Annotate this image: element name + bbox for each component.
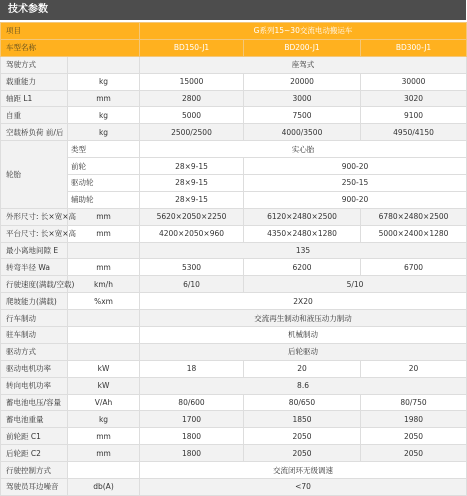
row-value: 3020 — [361, 90, 467, 107]
row-unit: kg — [68, 73, 140, 90]
row-unit: kW — [68, 377, 140, 394]
row-label: 驱动方式 — [1, 343, 68, 360]
row-value: 2050 — [361, 428, 467, 445]
table-row — [1, 411, 467, 428]
row-label: 蓄电池重量 — [1, 411, 68, 428]
row-value: 机械制动 — [140, 327, 467, 344]
row-label: 驱动电机功率 — [1, 360, 68, 377]
row-label: 驻车制动 — [1, 327, 68, 344]
row-unit: mm — [68, 259, 140, 276]
table-row — [1, 479, 467, 496]
table-row — [1, 394, 467, 411]
row-unit — [68, 56, 140, 73]
table-row — [1, 175, 467, 192]
row-label: 最小离地间隙 E — [1, 242, 68, 259]
table-row — [1, 428, 467, 445]
page-title: 技术参数 — [0, 0, 466, 20]
table-row — [1, 191, 467, 208]
row-value: 6700 — [361, 259, 467, 276]
table-row — [1, 141, 467, 158]
row-value: 4350×2480×1280 — [244, 225, 361, 242]
row-value: 900-20 — [244, 158, 467, 175]
row-label: 前轮距 C1 — [1, 428, 68, 445]
row-value: 7500 — [244, 107, 361, 124]
row-value: 2050 — [244, 445, 361, 462]
row-value: 28×9-15 — [140, 175, 244, 192]
row-value: 6120×2480×2500 — [244, 208, 361, 225]
table-row — [1, 293, 467, 310]
table-row — [1, 343, 467, 360]
row-value: 8.6 — [140, 377, 467, 394]
row-value: 1850 — [244, 411, 361, 428]
header-series-name: G系列15~30交流电动搬运车 — [140, 23, 467, 40]
row-unit: mm — [68, 428, 140, 445]
row-value: 20 — [361, 360, 467, 377]
row-unit: V/Ah — [68, 394, 140, 411]
row-value: 30000 — [361, 73, 467, 90]
row-value: 900-20 — [244, 191, 467, 208]
row-value: 4200×2050×960 — [140, 225, 244, 242]
row-value: 后轮驱动 — [140, 343, 467, 360]
row-unit: kW — [68, 360, 140, 377]
row-unit: mm — [68, 90, 140, 107]
table-row — [1, 225, 467, 242]
row-value: 5/10 — [244, 276, 467, 293]
row-value: 2050 — [361, 445, 467, 462]
table-row — [1, 90, 467, 107]
row-value: 1980 — [361, 411, 467, 428]
row-value: 2500/2500 — [140, 124, 244, 141]
row-value: 交流再生制动和液压动力制动 — [140, 310, 467, 327]
row-value: <70 — [140, 479, 467, 496]
row-label: 轮胎 — [1, 141, 68, 209]
table-row — [1, 56, 467, 73]
row-value: 9100 — [361, 107, 467, 124]
row-value: 5300 — [140, 259, 244, 276]
row-value: 135 — [140, 242, 467, 259]
tire-drive-label: 驱动轮 — [68, 175, 140, 192]
row-unit: mm — [68, 208, 140, 225]
table-row — [1, 310, 467, 327]
row-value: 15000 — [140, 73, 244, 90]
row-value: 交流闭环无级调速 — [140, 462, 467, 479]
row-value: 6/10 — [140, 276, 244, 293]
row-label: 蓄电池电压/容量 — [1, 394, 68, 411]
row-value: 4950/4150 — [361, 124, 467, 141]
row-label: 外形尺寸: 长×宽×高 — [1, 208, 68, 225]
row-value: 2050 — [244, 428, 361, 445]
tire-type-label: 类型 — [68, 141, 140, 158]
row-unit: mm — [68, 225, 140, 242]
table-header-row — [1, 23, 467, 40]
row-unit: kg — [68, 124, 140, 141]
row-label: 行车制动 — [1, 310, 68, 327]
row-label: 平台尺寸: 长×宽×高 — [1, 225, 68, 242]
row-unit: km/h — [68, 276, 140, 293]
row-value: 80/750 — [361, 394, 467, 411]
row-value: 250-15 — [244, 175, 467, 192]
row-value: 实心胎 — [140, 141, 467, 158]
row-label: 自重 — [1, 107, 68, 124]
header-model-label: 车型名称 — [1, 39, 140, 56]
table-row — [1, 259, 467, 276]
table-header-row — [1, 39, 467, 56]
row-unit — [68, 327, 140, 344]
table-row — [1, 445, 467, 462]
table-row — [1, 327, 467, 344]
model-name: BD200-J1 — [244, 39, 361, 56]
table-row — [1, 377, 467, 394]
table-row — [1, 276, 467, 293]
row-value: 20 — [244, 360, 361, 377]
table-row — [1, 360, 467, 377]
row-unit — [68, 343, 140, 360]
table-row — [1, 158, 467, 175]
model-name: BD300-J1 — [361, 39, 467, 56]
row-label: 转向电机功率 — [1, 377, 68, 394]
row-label: 后轮距 C2 — [1, 445, 68, 462]
row-unit: mm — [68, 445, 140, 462]
row-unit: kg — [68, 107, 140, 124]
row-value: 28×9-15 — [140, 158, 244, 175]
row-label: 空载桥负荷 前/后 — [1, 124, 68, 141]
row-label: 驾驶方式 — [1, 56, 68, 73]
table-row — [1, 107, 467, 124]
spec-table — [0, 22, 467, 496]
tire-front-label: 前轮 — [68, 158, 140, 175]
row-value: 6780×2480×2500 — [361, 208, 467, 225]
table-row — [1, 124, 467, 141]
row-label: 行驶速度(满载/空载) — [1, 276, 68, 293]
header-item-label: 项目 — [1, 23, 140, 40]
row-unit — [68, 462, 140, 479]
row-unit: db(A) — [68, 479, 140, 496]
row-unit: kg — [68, 411, 140, 428]
row-unit — [68, 310, 140, 327]
table-row — [1, 73, 467, 90]
row-label: 行驶控制方式 — [1, 462, 68, 479]
row-value: 4000/3500 — [244, 124, 361, 141]
row-value: 3000 — [244, 90, 361, 107]
table-row — [1, 462, 467, 479]
row-label: 轴距 L1 — [1, 90, 68, 107]
row-value: 5000 — [140, 107, 244, 124]
table-row — [1, 208, 467, 225]
row-label: 载重能力 — [1, 73, 68, 90]
row-value: 5000×2400×1280 — [361, 225, 467, 242]
row-value: 1700 — [140, 411, 244, 428]
row-unit — [68, 242, 140, 259]
row-value: 18 — [140, 360, 244, 377]
tire-aux-label: 辅助轮 — [68, 191, 140, 208]
row-label: 爬坡能力(满载) — [1, 293, 68, 310]
row-value: 2800 — [140, 90, 244, 107]
row-value: 28×9-15 — [140, 191, 244, 208]
row-value: 80/650 — [244, 394, 361, 411]
row-value: 80/600 — [140, 394, 244, 411]
row-value: 1800 — [140, 445, 244, 462]
row-value: 6200 — [244, 259, 361, 276]
row-value: 1800 — [140, 428, 244, 445]
model-name: BD150-J1 — [140, 39, 244, 56]
row-value: 2X20 — [140, 293, 467, 310]
row-unit: %xm — [68, 293, 140, 310]
row-value: 5620×2050×2250 — [140, 208, 244, 225]
table-row — [1, 242, 467, 259]
row-value: 座驾式 — [140, 56, 467, 73]
row-label: 驾驶员耳边噪音 — [1, 479, 68, 496]
row-value: 20000 — [244, 73, 361, 90]
row-label: 转弯半径 Wa — [1, 259, 68, 276]
